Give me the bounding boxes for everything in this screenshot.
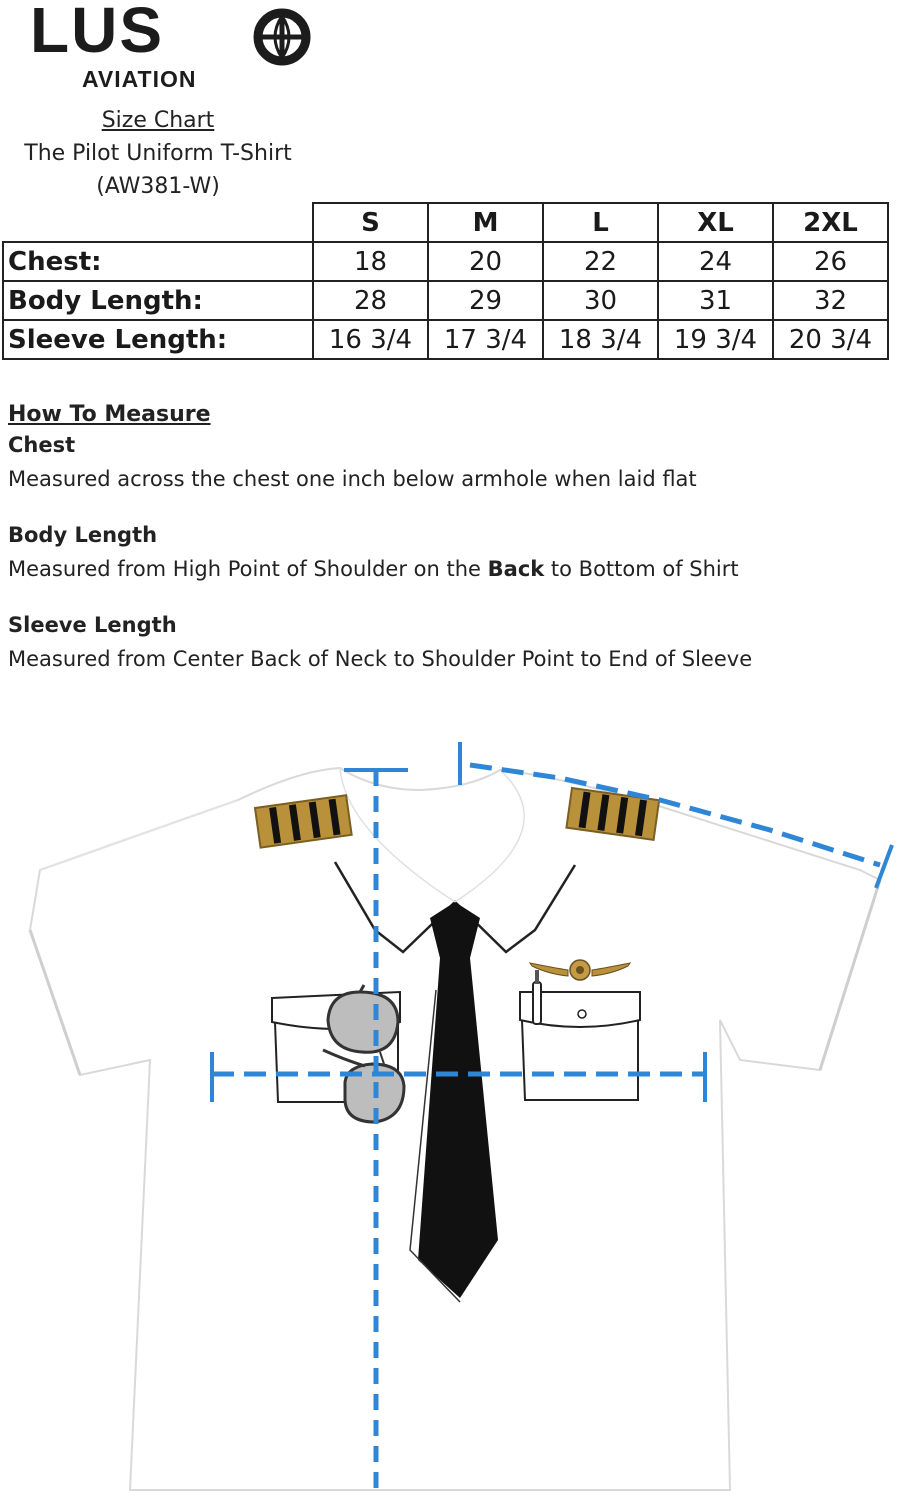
size-header: L <box>543 203 658 242</box>
table-cell: 29 <box>428 281 543 320</box>
table-cell: 18 <box>313 242 428 281</box>
table-cell: 20 <box>428 242 543 281</box>
product-name: The Pilot Uniform T-Shirt <box>24 141 292 166</box>
chest-heading: Chest <box>8 433 76 457</box>
how-to-measure <box>8 402 888 671</box>
table-cell: 30 <box>543 281 658 320</box>
emphasis-back: Back <box>487 557 545 581</box>
table-cell: 26 <box>773 242 888 281</box>
size-header: M <box>428 203 543 242</box>
table-corner <box>3 203 313 242</box>
table-cell: 31 <box>658 281 773 320</box>
title-block <box>0 104 316 203</box>
sleeve-length-description: Measured from Center Back of Neck to Shoulder Point to End of Sleeve <box>8 647 753 671</box>
how-to-measure-heading: How To Measure <box>8 402 211 427</box>
globe-icon <box>248 8 318 66</box>
table-row-chest <box>3 242 888 281</box>
table-cell: 28 <box>313 281 428 320</box>
brand-name: LUS <box>30 0 164 66</box>
row-label: Chest: <box>3 242 313 281</box>
table-row-sleeve-length <box>3 320 888 359</box>
size-header: 2XL <box>773 203 888 242</box>
table-cell: 19 3/4 <box>658 320 773 359</box>
row-label: Sleeve Length: <box>3 320 313 359</box>
page-title: Size Chart <box>101 108 215 133</box>
product-code: (AW381-W) <box>96 174 220 199</box>
table-cell: 22 <box>543 242 658 281</box>
body-length-heading: Body Length <box>8 523 158 547</box>
chest-description: Measured across the chest one inch below armhole when laid flat <box>8 467 697 491</box>
table-cell: 18 3/4 <box>543 320 658 359</box>
size-header: S <box>313 203 428 242</box>
body-length-description: Measured from High Point of Shoulder on the Back to Bottom of Shirt <box>8 557 739 581</box>
sleeve-length-heading: Sleeve Length <box>8 613 177 637</box>
table-row-body-length <box>3 281 888 320</box>
table-cell: 16 3/4 <box>313 320 428 359</box>
size-header: XL <box>658 203 773 242</box>
table-cell: 20 3/4 <box>773 320 888 359</box>
table-cell: 24 <box>658 242 773 281</box>
brand-logo <box>30 0 300 92</box>
table-cell: 32 <box>773 281 888 320</box>
shirt-illustration <box>0 730 903 1500</box>
row-label: Body Length: <box>3 281 313 320</box>
size-chart-table <box>2 202 889 360</box>
table-cell: 17 3/4 <box>428 320 543 359</box>
table-header-row <box>3 203 888 242</box>
brand-subtitle: AVIATION <box>82 66 197 92</box>
